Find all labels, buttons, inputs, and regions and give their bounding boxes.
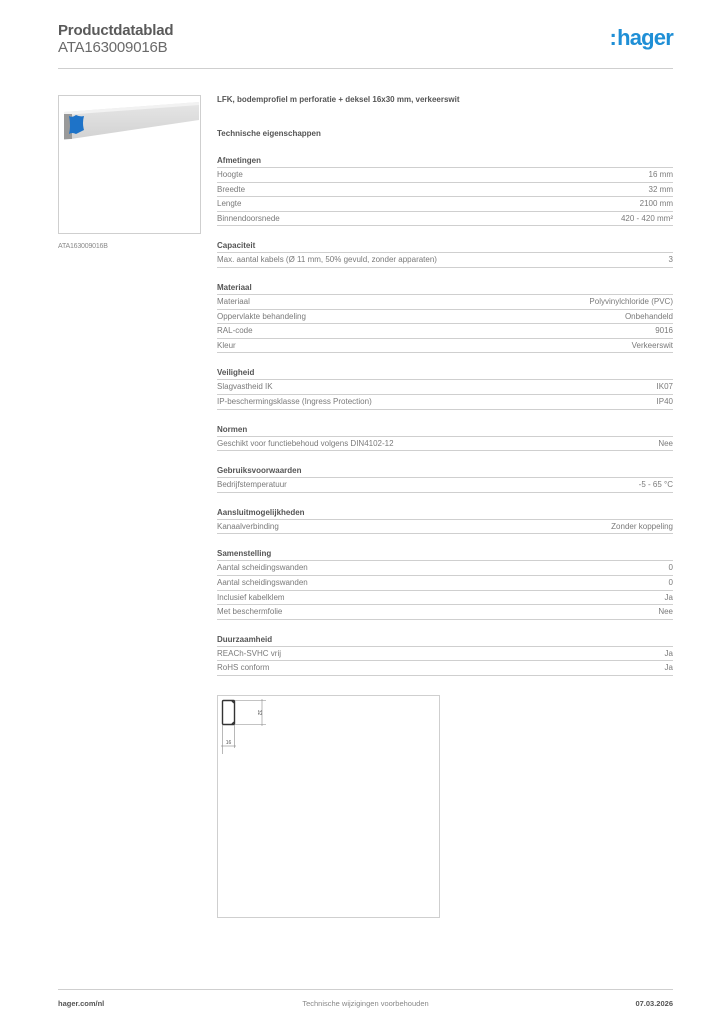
spec-row [217,339,673,354]
cross-section-drawing [218,696,441,919]
section-normen [217,424,673,452]
spec-value: IK07 [656,382,673,392]
spec-row [217,324,673,339]
spec-row [217,380,673,395]
header-divider [58,68,673,69]
spec-row [217,295,673,310]
spec-value: 16 mm [648,170,673,179]
spec-value: 32 mm [648,184,673,194]
spec-value: Ja [664,648,673,658]
section-samenstelling [217,548,673,619]
spec-row [217,576,673,591]
footer-website-link[interactable]: hager.com/nl [58,999,105,1008]
spec-value: 2100 mm [639,199,673,209]
technical-drawing [217,695,440,918]
footer-divider [58,989,673,990]
section-title: Normen [217,424,673,437]
section-title: Gebruiksvoorwaarden [217,465,673,478]
spec-value: Nee [658,607,673,617]
spec-row [217,605,673,620]
spec-row [217,168,673,183]
spec-label: Hoogte [217,170,243,179]
cable-duct-illustration [59,96,202,235]
spec-row [217,520,673,535]
dimension-height-label: 32 [256,709,262,716]
document-title: Productdatablad [58,22,174,39]
spec-value: -5 - 65 °C [638,480,673,490]
spec-label: Inclusief kabelklem [217,592,285,602]
page-header [58,22,673,56]
spec-row [217,253,673,268]
spec-label: RAL-code [217,326,253,336]
spec-value: 0 [668,577,673,587]
section-title: Capaciteit [217,240,673,253]
spec-label: Kanaalverbinding [217,521,279,531]
spec-row [217,478,673,493]
spec-row [217,647,673,662]
spec-row [217,197,673,212]
main-content [217,95,673,708]
section-duurzaamheid [217,634,673,676]
spec-value: 420 - 420 mm² [620,213,673,223]
product-image [58,95,201,234]
section-veiligheid [217,367,673,409]
spec-value: 3 [668,255,673,265]
footer-notice: Technische wijzigingen voorbehouden [302,999,429,1008]
section-gebruiksvoorwaarden [217,465,673,493]
spec-label: Lengte [217,199,242,209]
spec-label: Met beschermfolie [217,607,283,617]
spec-label: Kleur [217,340,236,350]
spec-value: 9016 [655,326,673,336]
spec-label: IP-beschermingsklasse (Ingress Protection) [217,396,372,406]
logo-colon: : [609,25,617,50]
spec-row [217,183,673,198]
spec-value: Verkeerswit [631,340,673,350]
spec-label: Aantal scheidingswanden [217,563,308,573]
spec-value: Nee [658,438,673,448]
spec-label: Binnendoorsnede [217,213,280,223]
spec-value: Onbehandeld [624,311,673,321]
spec-label: Geschikt voor functiebehoud volgens DIN4102-12 [217,438,394,448]
section-afmetingen [217,155,673,226]
product-description: LFK, bodemprofiel m perforatie + deksel 16x30 mm, verkeerswit [217,95,460,104]
spec-label: Aantal scheidingswanden [217,577,308,587]
logo-text: hager [617,25,673,50]
section-capaciteit [217,240,673,268]
section-title: Samenstelling [217,548,673,561]
spec-label: RoHS conform [217,663,270,673]
spec-value: 0 [668,563,673,573]
dimension-width-label: 16 [225,740,232,746]
product-code: ATA163009016B [58,39,168,56]
spec-row [217,561,673,576]
product-image-caption: ATA163009016B [58,243,108,250]
spec-label: Slagvastheid IK [217,382,273,392]
section-title: Duurzaamheid [217,634,673,647]
spec-label: Oppervlakte behandeling [217,311,306,321]
spec-row [217,212,673,227]
spec-row [217,591,673,606]
footer-date: 07.03.2026 [635,999,673,1008]
spec-label: Breedte [217,184,246,194]
section-aansluitmogelijkheden [217,507,673,535]
spec-row [217,310,673,325]
spec-label: Bedrijfstemperatuur [217,480,287,490]
section-title: Veiligheid [217,367,673,380]
section-title: Aansluitmogelijkheden [217,507,673,520]
spec-value: Ja [664,663,673,673]
spec-label: Max. aantal kabels (Ø 11 mm, 50% gevuld, zonder apparaten) [217,255,437,265]
spec-value: IP40 [656,396,673,406]
spec-label: REACh-SVHC vrij [217,648,282,658]
spec-value: Zonder koppeling [611,521,673,531]
spec-value: Polyvinylchloride (PVC) [589,296,673,306]
spec-label: Materiaal [217,296,250,306]
spec-value: Ja [664,592,673,602]
section-title: Afmetingen [217,155,673,168]
technical-properties-heading: Technische eigenschappen [217,129,321,138]
hager-logo [610,26,673,50]
spec-row [217,437,673,452]
spec-row [217,395,673,410]
section-title: Materiaal [217,282,673,295]
spec-row [217,661,673,676]
section-materiaal [217,282,673,353]
